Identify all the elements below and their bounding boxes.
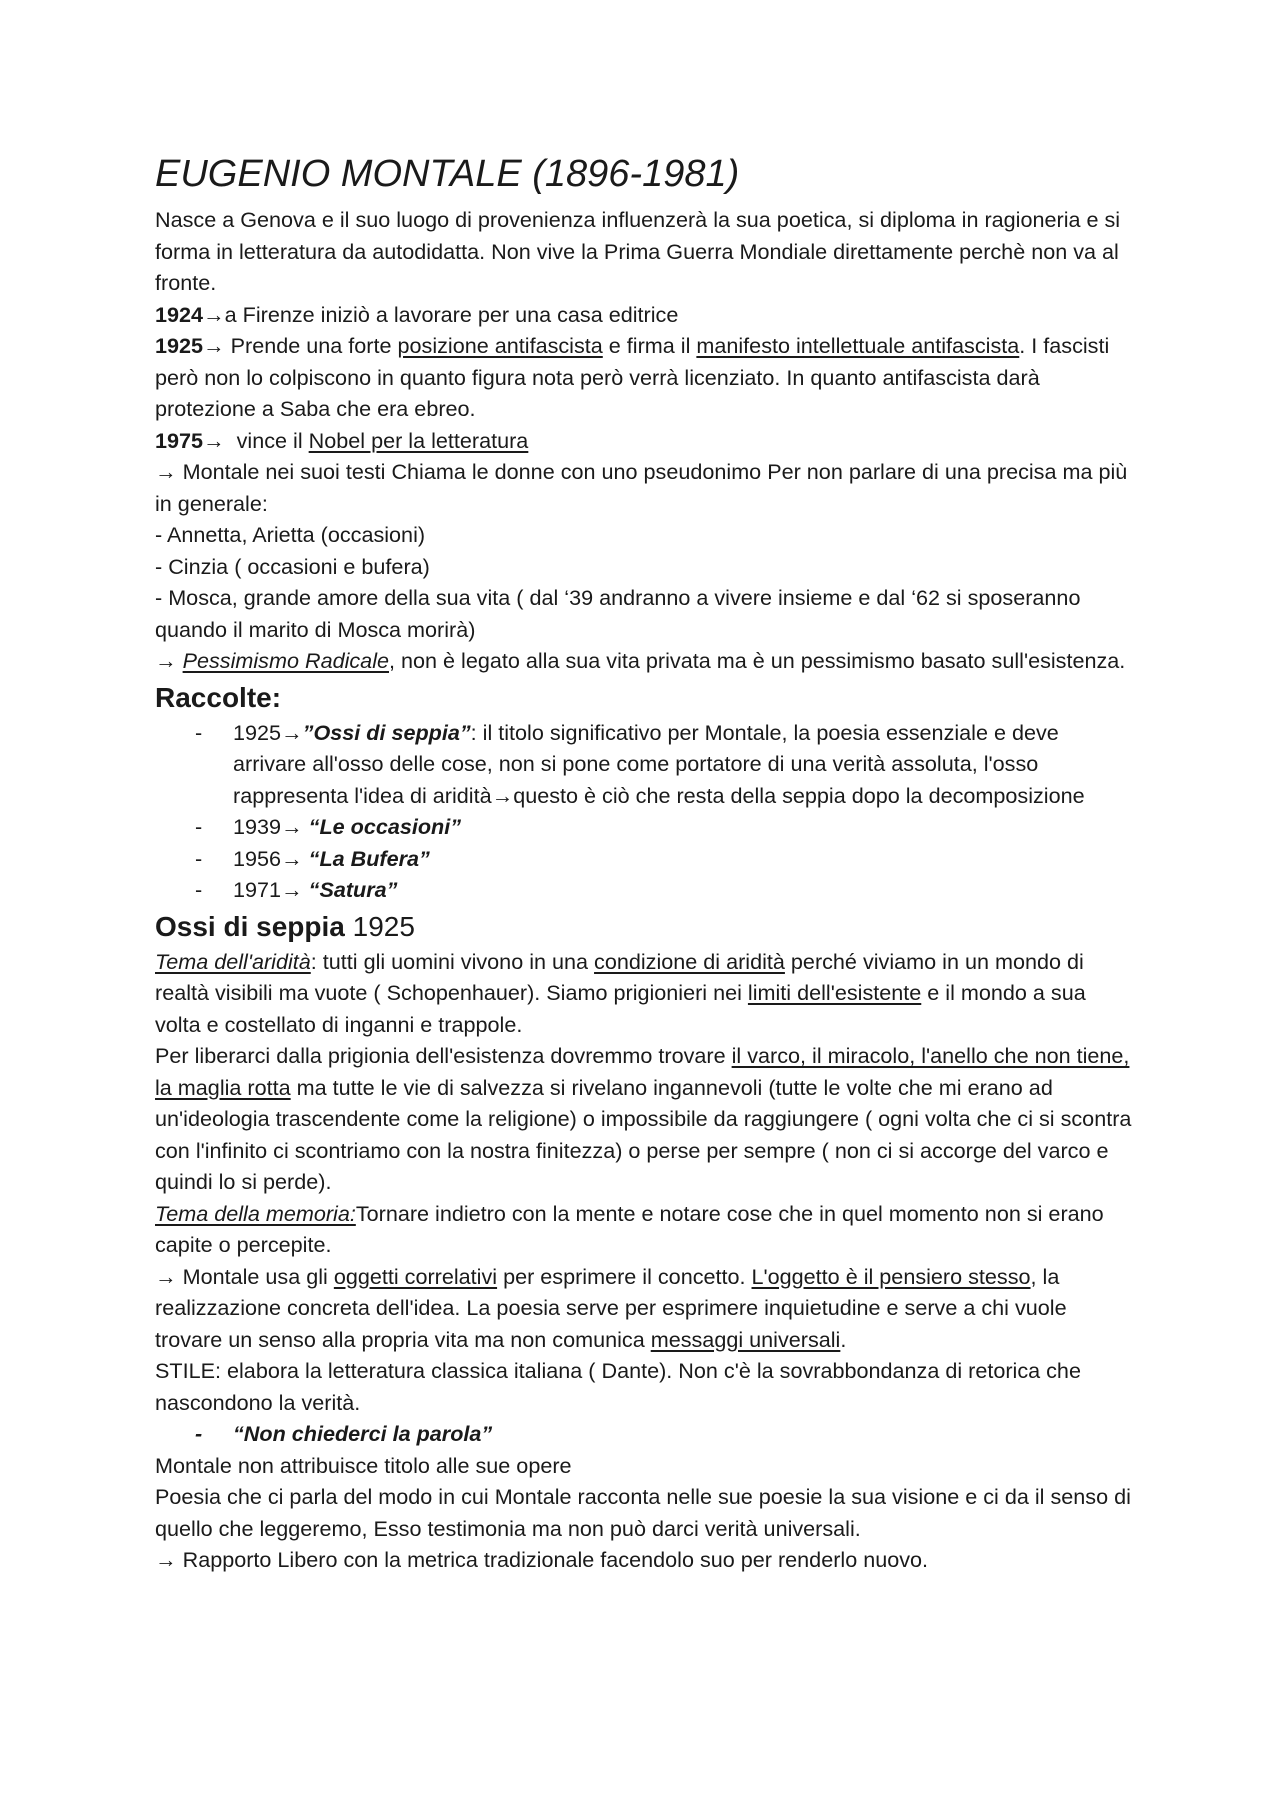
text-span: : tutti gli uomini vivono in una bbox=[310, 948, 595, 974]
timeline-1975 bbox=[155, 425, 1135, 457]
donne-item: - Annetta, Arietta (occasioni) bbox=[155, 522, 426, 547]
underlined-text: condizione di aridità bbox=[594, 948, 785, 974]
timeline-1925 bbox=[155, 330, 1135, 425]
arrow-glyph: → bbox=[155, 648, 183, 673]
underlined-text: Pessimismo Radicale bbox=[182, 648, 389, 673]
item-text: : il titolo significativo per Montale, la poesia essenziale e deve arrivare all'osso delle cose, non si pone come portatore di una verità assoluta, l'osso rappresenta l'idea di aridità→questo è ciò che resta della seppia dopo la decomposizione bbox=[233, 719, 1085, 808]
item-title: ”Ossi di seppia” bbox=[302, 719, 471, 745]
heading-text: Ossi di seppia bbox=[155, 910, 345, 942]
pessimismo-paragraph bbox=[155, 645, 1135, 677]
item-year: 1971→ bbox=[233, 877, 309, 902]
list-item bbox=[155, 874, 1135, 906]
stile-paragraph: STILE: elabora la letteratura classica italiana ( Dante). Non c'è la sovrabbondanza di retorica che nascondono la verità. bbox=[155, 1358, 1081, 1415]
raccolte-list bbox=[155, 717, 1135, 906]
list-item bbox=[155, 717, 1135, 812]
list-item bbox=[155, 811, 1135, 843]
year-label: 1975→ bbox=[155, 427, 225, 453]
poem-note: Poesia che ci parla del modo in cui Montale racconta nelle sue poesie la sua visione e ci da il senso di quello che leggeremo, Esso testimonia ma non può darci verità universali. bbox=[155, 1484, 1131, 1541]
varco-paragraph bbox=[155, 1040, 1135, 1198]
underlined-text: posizione antifascista bbox=[397, 333, 603, 358]
oggetti-paragraph bbox=[155, 1261, 1135, 1356]
poem-subheading bbox=[155, 1418, 1135, 1450]
underlined-text: il varco, il miracolo, l'anello che non tiene, la maglia rotta bbox=[155, 1043, 1130, 1100]
item-year: 1939→ bbox=[233, 814, 309, 839]
text-span: ma tutte le vie di salvezza si rivelano ingannevoli (tutte le volte che mi erano ad un'ideologia trascendente come la religione) o impossibile da raggiungere ( ogni volta che ci si scontra con l'infinito ci scontriamo con la nostra finitezza) o perse per sempre ( non ci si accorge del varco e quindi lo si perde). bbox=[155, 1074, 1132, 1194]
dash-bullet: - bbox=[195, 1421, 203, 1446]
text-span: vince il bbox=[224, 427, 309, 453]
memoria-paragraph bbox=[155, 1198, 1135, 1261]
text-span: , la realizzazione concreta dell'idea. La poesia serve per esprimere inquietudine e serve a chi vuole trovare un senso alla propria vita ma non comunica bbox=[155, 1263, 1067, 1352]
text-span: Prende una forte bbox=[224, 333, 398, 358]
document-page bbox=[155, 150, 1135, 1576]
item-year: 1956→ bbox=[233, 845, 309, 871]
text-span: , non è legato alla sua vita privata ma è un pessimismo basato sull'esistenza. bbox=[389, 648, 1126, 673]
item-title: “Satura” bbox=[308, 877, 398, 902]
raccolte-heading: Raccolte: bbox=[155, 681, 282, 713]
heading-year: 1925 bbox=[344, 910, 415, 942]
donne-item: - Cinzia ( occasioni e bufera) bbox=[155, 553, 430, 579]
page-title: EUGENIO MONTALE (1896-1981) bbox=[155, 153, 740, 195]
text-span: e il mondo a sua volta e costellato di inganni e trappole. bbox=[155, 980, 1086, 1037]
year-label: 1925→ bbox=[155, 333, 225, 358]
text-span: . I fascisti però non lo colpiscono in quanto figura nota però verrà licenziato. In quanto antifascista darà protezione a Saba che era ebreo. bbox=[155, 333, 1110, 421]
item-title: “La Bufera” bbox=[308, 845, 430, 871]
underlined-text: manifesto intellettuale antifascista bbox=[696, 333, 1020, 358]
item-year: 1925→ bbox=[233, 719, 303, 745]
text-span: e firma il bbox=[602, 333, 697, 358]
underlined-text: oggetti correlativi bbox=[333, 1263, 498, 1289]
timeline-1924 bbox=[155, 299, 1135, 331]
donne-item: - Mosca, grande amore della sua vita ( dal ‘39 andranno a vivere insieme e dal ‘62 si sposeranno quando il marito di Mosca morirà) bbox=[155, 585, 1081, 642]
poem-note: Montale non attribuisce titolo alle sue opere bbox=[155, 1452, 572, 1478]
item-title: “Le occasioni” bbox=[308, 814, 462, 839]
underlined-text: messaggi universali bbox=[650, 1326, 841, 1352]
underlined-text: limiti dell'esistente bbox=[747, 980, 922, 1005]
donne-paragraph: → Montale nei suoi testi Chiama le donne con uno pseudonimo Per non parlare di una precisa ma più in generale: bbox=[155, 459, 1128, 516]
year-label: 1924→ bbox=[155, 301, 225, 327]
bio-paragraph: Nasce a Genova e il suo luogo di provenienza influenzerà la sua poetica, si diploma in ragioneria e si forma in letteratura da autodidatta. Non vive la Prima Guerra Mondiale direttamente perchè non va al fronte. bbox=[155, 207, 1121, 295]
underlined-text: Nobel per la letteratura bbox=[308, 427, 529, 453]
aridita-paragraph bbox=[155, 946, 1135, 1041]
dash-bullet: - bbox=[195, 814, 203, 839]
text-span: perché viviamo in un mondo di realtà visibili ma vuote ( Schopenhauer). Siamo prigionieri nei bbox=[155, 948, 1084, 1005]
timeline-text: a Firenze iniziò a lavorare per una casa editrice bbox=[224, 301, 679, 327]
poem-note: → Rapporto Libero con la metrica tradizionale facendolo suo per renderlo nuovo. bbox=[155, 1547, 929, 1572]
underlined-text: Tema della memoria: bbox=[155, 1200, 356, 1226]
list-item bbox=[155, 843, 1135, 875]
text-span: Tornare indietro con la mente e notare cose che in quel momento non si erano capite o percepite. bbox=[155, 1200, 1104, 1257]
text-span: per esprimere il concetto. bbox=[497, 1263, 752, 1289]
ossi-heading bbox=[155, 908, 1135, 946]
underlined-text: L'oggetto è il pensiero stesso bbox=[751, 1263, 1031, 1289]
dash-bullet: - bbox=[195, 845, 203, 871]
text-span: Per liberarci dalla prigionia dell'esistenza dovremmo trovare bbox=[155, 1043, 732, 1068]
dash-bullet: - bbox=[195, 719, 203, 745]
poem-title: “Non chiederci la parola” bbox=[233, 1421, 493, 1446]
text-span: . bbox=[840, 1326, 847, 1352]
dash-bullet: - bbox=[195, 877, 203, 902]
text-span: → Montale usa gli bbox=[155, 1263, 334, 1289]
underlined-text: Tema dell'aridità bbox=[155, 948, 311, 974]
